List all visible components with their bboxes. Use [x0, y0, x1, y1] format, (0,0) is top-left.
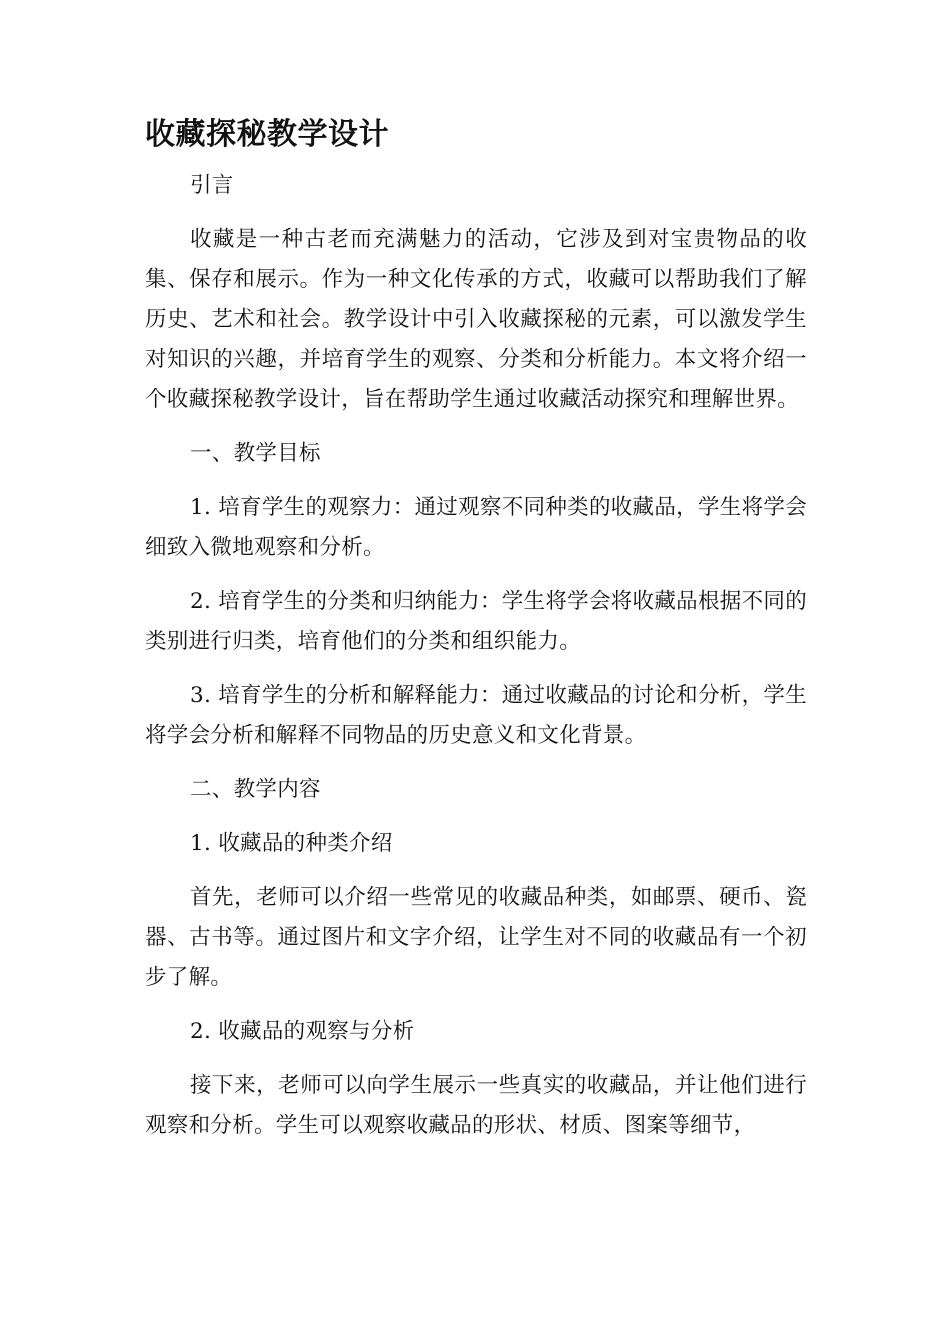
paragraph-intro-heading: 引言 [190, 173, 234, 198]
content-paragraph-2: 接下来，老师可以向学生展示一些真实的收藏品，并让他们进行观察和分析。学生可以观察收藏品的形状、材质、图案等细节， [145, 1073, 807, 1138]
content-paragraph-1: 首先，老师可以介绍一些常见的收藏品种类，如邮票、硬币、瓷器、古书等。通过图片和文字介绍，让学生对不同的收藏品有一个初步了解。 [145, 885, 807, 990]
goal-item-1: 1. 培育学生的观察力：通过观察不同种类的收藏品，学生将学会细致入微地观察和分析。 [145, 495, 807, 560]
goal-item-2: 2. 培育学生的分类和归纳能力：学生将学会将收藏品根据不同的类别进行归类，培育他们的分类和组织能力。 [145, 589, 807, 654]
section-heading-goals: 一、教学目标 [190, 441, 321, 466]
goal-item-3: 3. 培育学生的分析和解释能力：通过收藏品的讨论和分析，学生将学会分析和解释不同物品的历史意义和文化背景。 [145, 683, 807, 748]
paragraph-intro: 收藏是一种古老而充满魅力的活动，它涉及到对宝贵物品的收集、保存和展示。作为一种文化传承的方式，收藏可以帮助我们了解历史、艺术和社会。教学设计中引入收藏探秘的元素，可以激发学生对知识的兴趣，并培育学生的观察、分类和分析能力。本文将介绍一个收藏探秘教学设计，旨在帮助学生通过收藏活动探究和理解世界。 [145, 227, 807, 412]
document-title: 收藏探秘教学设计 [145, 117, 389, 152]
content-subheading-2: 2. 收藏品的观察与分析 [190, 1019, 415, 1044]
document-body [145, 166, 807, 1160]
content-subheading-1: 1. 收藏品的种类介绍 [190, 831, 393, 856]
section-heading-content: 二、教学内容 [190, 777, 321, 802]
